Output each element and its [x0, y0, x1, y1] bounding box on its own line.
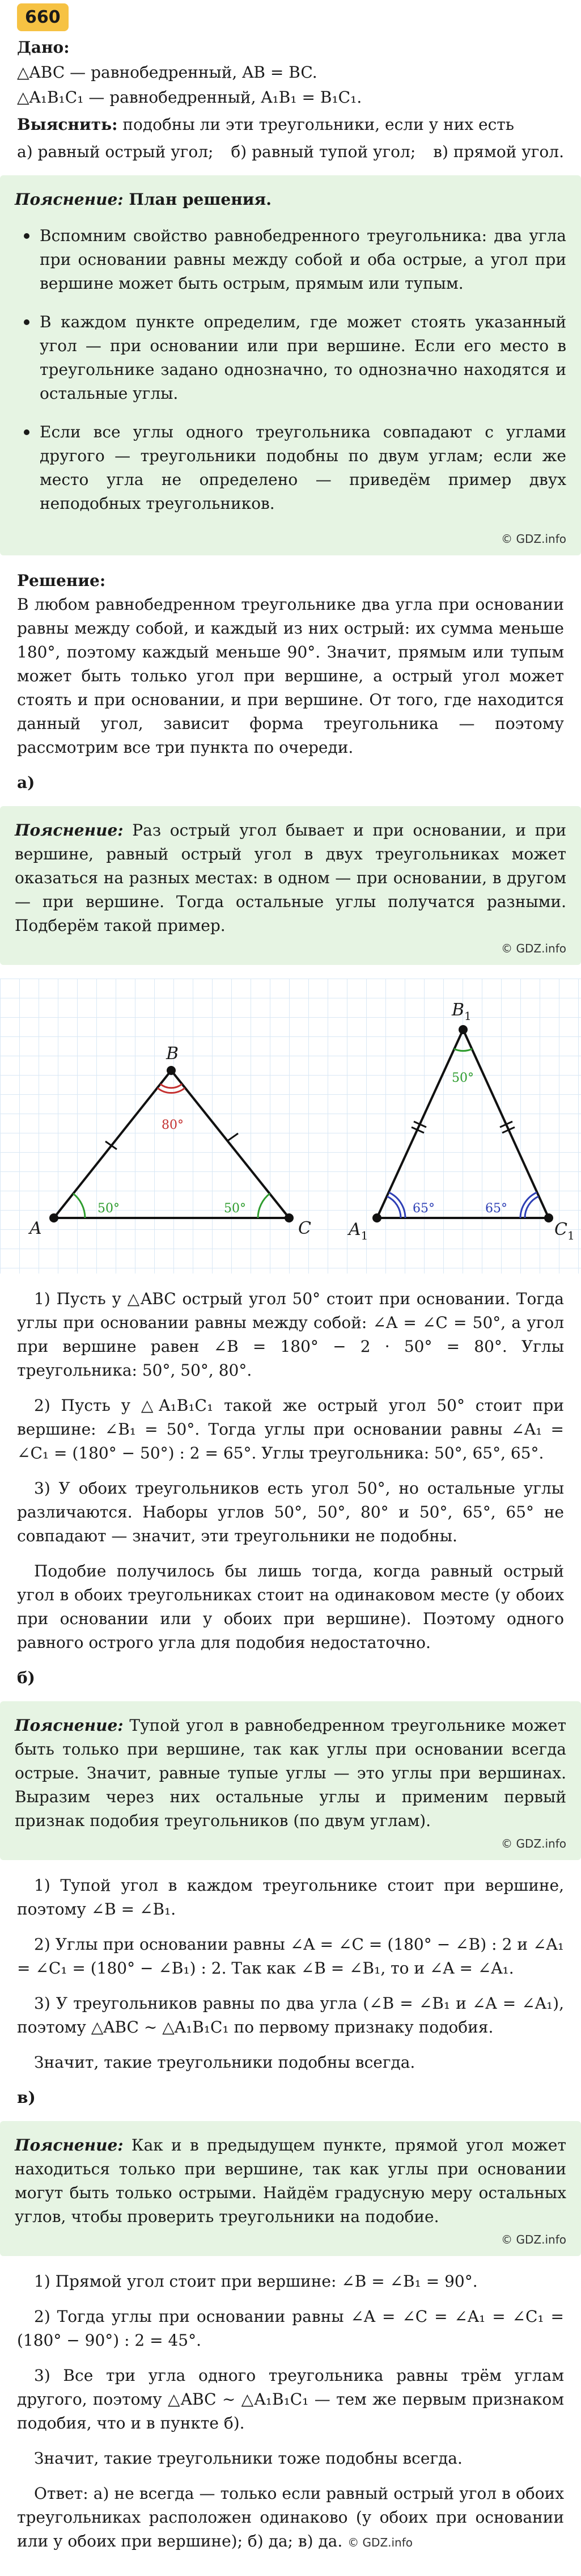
- gdz-watermark: © GDZ.info: [501, 532, 566, 546]
- part-b-note-text: Тупой угол в равнобедренном треугольнике может быть только при вершине, так как углы при основании всегда острые. Значит, равные тупые углы — это углы при вершинах. Выразим через них остальные углы и применим первый признак подобия треугольников (по двум углам).: [15, 1716, 566, 1830]
- solution-heading: Решение:: [17, 571, 106, 590]
- gdz-watermark: © GDZ.info: [501, 1837, 566, 1850]
- variant-a: а) равный острый угол;: [17, 142, 214, 161]
- variant-b: б) равный тупой угол;: [231, 142, 416, 161]
- gdz-watermark: © GDZ.info: [347, 2536, 413, 2549]
- part-c-note-title: Пояснение:: [15, 2136, 124, 2155]
- plan-item: Если все углы одного треугольника совпадают с углами другого — треугольники подобны по двум углам; если же место угла не определено — приведём пример двух неподобных треугольников.: [15, 420, 566, 516]
- vertex-label-c1: $C_1$: [554, 1220, 575, 1242]
- vertex-label-c: C: [298, 1219, 311, 1238]
- plan-note-title-rest: План решения.: [123, 190, 272, 209]
- vertex-label-b1: $B_1$: [452, 1000, 472, 1023]
- plan-note-title-line: [15, 188, 566, 212]
- gdz-watermark: © GDZ.info: [501, 942, 566, 955]
- answer-label: Ответ:: [34, 2484, 88, 2503]
- part-a-note: [0, 806, 581, 965]
- part-a-note-body: [15, 819, 566, 938]
- angle-label-b1: 50°: [452, 1071, 474, 1085]
- part-a-conclusion: Подобие получилось бы лишь тогда, когда равный острый угол в обоих треугольниках стоит на одинаковом месте (у обоих при основании или у обоих при вершине). Поэтому одного равного острого угла для подобия недостаточно.: [17, 1562, 564, 1652]
- given-line-1: △ABC — равнобедренный, AB = BC.: [17, 63, 317, 82]
- plan-list: [15, 224, 566, 516]
- vertex-label-a1: $A_1$: [349, 1220, 368, 1242]
- given-line-2: △A₁B₁C₁ — равнобедренный, A₁B₁ = B₁C₁.: [17, 88, 362, 107]
- part-c-note-body: [15, 2134, 566, 2229]
- part-b-step-1: 1) Тупой угол в каждом треугольнике стоит при вершине, поэтому ∠B = ∠B₁.: [17, 1876, 564, 1919]
- part-b-label: б): [17, 1668, 35, 1687]
- task-number-badge: 660: [17, 3, 69, 31]
- part-b-note: [0, 1701, 581, 1860]
- part-b-note-body: [15, 1714, 566, 1833]
- part-c-step-3: 3) Все три угла одного треугольника равны трём углам другого, поэтому △ABC ∼ △A₁B₁C₁ — тем же первым признаком подобия, что и в пункте б).: [17, 2366, 564, 2432]
- plan-note-title: Пояснение:: [15, 190, 124, 209]
- part-c-label: в): [17, 2088, 36, 2107]
- part-c-note: [0, 2121, 581, 2256]
- angle-label-a: 50°: [97, 1201, 120, 1216]
- part-b-step-2: 2) Углы при основании равны ∠A = ∠C = (180° − ∠B) : 2 и ∠A₁ = ∠C₁ = (180° − ∠B₁) : 2. Так как ∠B = ∠B₁, то и ∠A = ∠A₁.: [17, 1935, 564, 1978]
- part-a-step-2: 2) Пусть у △A₁B₁C₁ такой же острый угол 50° стоит при вершине: ∠B₁ = 50°. Тогда углы при основании равны ∠A₁ = ∠C₁ = (180° − 50°) : 2 = 65°. Углы треугольника: 50°, 65°, 65°.: [17, 1396, 564, 1462]
- answer-block: [17, 2482, 564, 2553]
- vertex-label-a: A: [29, 1219, 42, 1238]
- part-b-step-3: 3) У треугольников равны по два угла (∠B = ∠B₁ и ∠A = ∠A₁), поэтому △ABC ∼ △A₁B₁C₁ по первому признаку подобия.: [17, 1994, 564, 2037]
- part-c-note-text: Как и в предыдущем пункте, прямой угол может находиться только при вершине, так как углы при основании могут быть только острыми. Найдём градусную меру остальных углов, чтобы проверить треугольники на подобие.: [15, 2136, 566, 2226]
- part-a-step-3: 3) У обоих треугольников есть угол 50°, но остальные углы различаются. Наборы углов 50°, 50°, 80° и 50°, 65°, 65° не совпадают — значит, эти треугольники не подобны.: [17, 1479, 564, 1545]
- plan-item: В каждом пункте определим, где может стоять указанный угол — при основании или при вершине. Если его место в треугольнике задано однозначно, то однозначно находятся и остальные углы.: [15, 310, 566, 406]
- angle-label-c: 50°: [224, 1201, 246, 1216]
- variant-c: в) прямой угол.: [433, 142, 564, 161]
- angle-label-c1: 65°: [485, 1201, 507, 1216]
- triangles-svg: [0, 979, 581, 1274]
- find-variants: [17, 140, 564, 164]
- part-a-note-text: Раз острый угол бывает и при основании, и при вершине, равный острый угол в двух треугольниках может оказаться на разных местах: в одном — при основании, в другом — при вершине. Тогда остальные углы получатся разными. Подберём такой пример.: [15, 821, 566, 935]
- triangle-a1b1c1: [347, 1000, 575, 1242]
- find-block: [17, 113, 564, 164]
- solution-intro: В любом равнобедренном треугольнике два угла при основании равны между собой, и каждый из них острый: их сумма меньше 180°, поэтому каждый меньше 90°. Значит, прямым или тупым может быть только угол при вершине, а острый угол может стоять и при основании, и при вершине. От того, где находится данный угол, зависит форма треугольника — поэтому рассмотрим все три пункта по очереди.: [17, 595, 564, 757]
- plan-note: [0, 175, 581, 555]
- plan-item: Вспомним свойство равнобедренного треугольника: два угла при основании равны между собой и оба острые, а угол при вершине может быть острым, прямым или тупым.: [15, 224, 566, 296]
- part-c-conclusion: Значит, такие треугольники тоже подобны всегда.: [34, 2449, 463, 2468]
- given-heading: Дано:: [17, 38, 70, 57]
- find-heading: Выяснить:: [17, 115, 118, 134]
- angle-label-b: 80°: [162, 1118, 184, 1132]
- angle-label-a1: 65°: [413, 1201, 435, 1216]
- given-block: [17, 36, 564, 109]
- gdz-watermark: © GDZ.info: [501, 2233, 566, 2246]
- vertex-label-b: B: [166, 1044, 179, 1064]
- triangles-figure: [0, 979, 581, 1274]
- answer-text: а) не всегда — только если равный острый угол в обоих треугольниках расположен одинаково (у обоих при основании или у обоих при вершине); б) да; в) да.: [17, 2484, 564, 2550]
- part-b-conclusion: Значит, такие треугольники подобны всегда.: [34, 2053, 415, 2072]
- find-text: подобны ли эти треугольники, если у них есть: [117, 115, 515, 134]
- part-a-note-title: Пояснение:: [15, 821, 124, 840]
- part-c-step-2: 2) Тогда углы при основании равны ∠A = ∠C = ∠A₁ = ∠C₁ = (180° − 90°) : 2 = 45°.: [17, 2307, 564, 2350]
- part-b-note-title: Пояснение:: [15, 1716, 124, 1735]
- triangle-abc: [28, 1044, 311, 1238]
- part-a-label: а): [17, 773, 35, 792]
- part-a-step-1: 1) Пусть у △ABC острый угол 50° стоит при основании. Тогда углы при основании равны между собой: ∠A = ∠C = 50°, а угол при вершине равен ∠B = 180° − 2 · 50° = 80°. Углы треугольника: 50°, 50°, 80°.: [17, 1289, 564, 1380]
- part-c-step-1: 1) Прямой угол стоит при вершине: ∠B = ∠B₁ = 90°.: [34, 2272, 478, 2291]
